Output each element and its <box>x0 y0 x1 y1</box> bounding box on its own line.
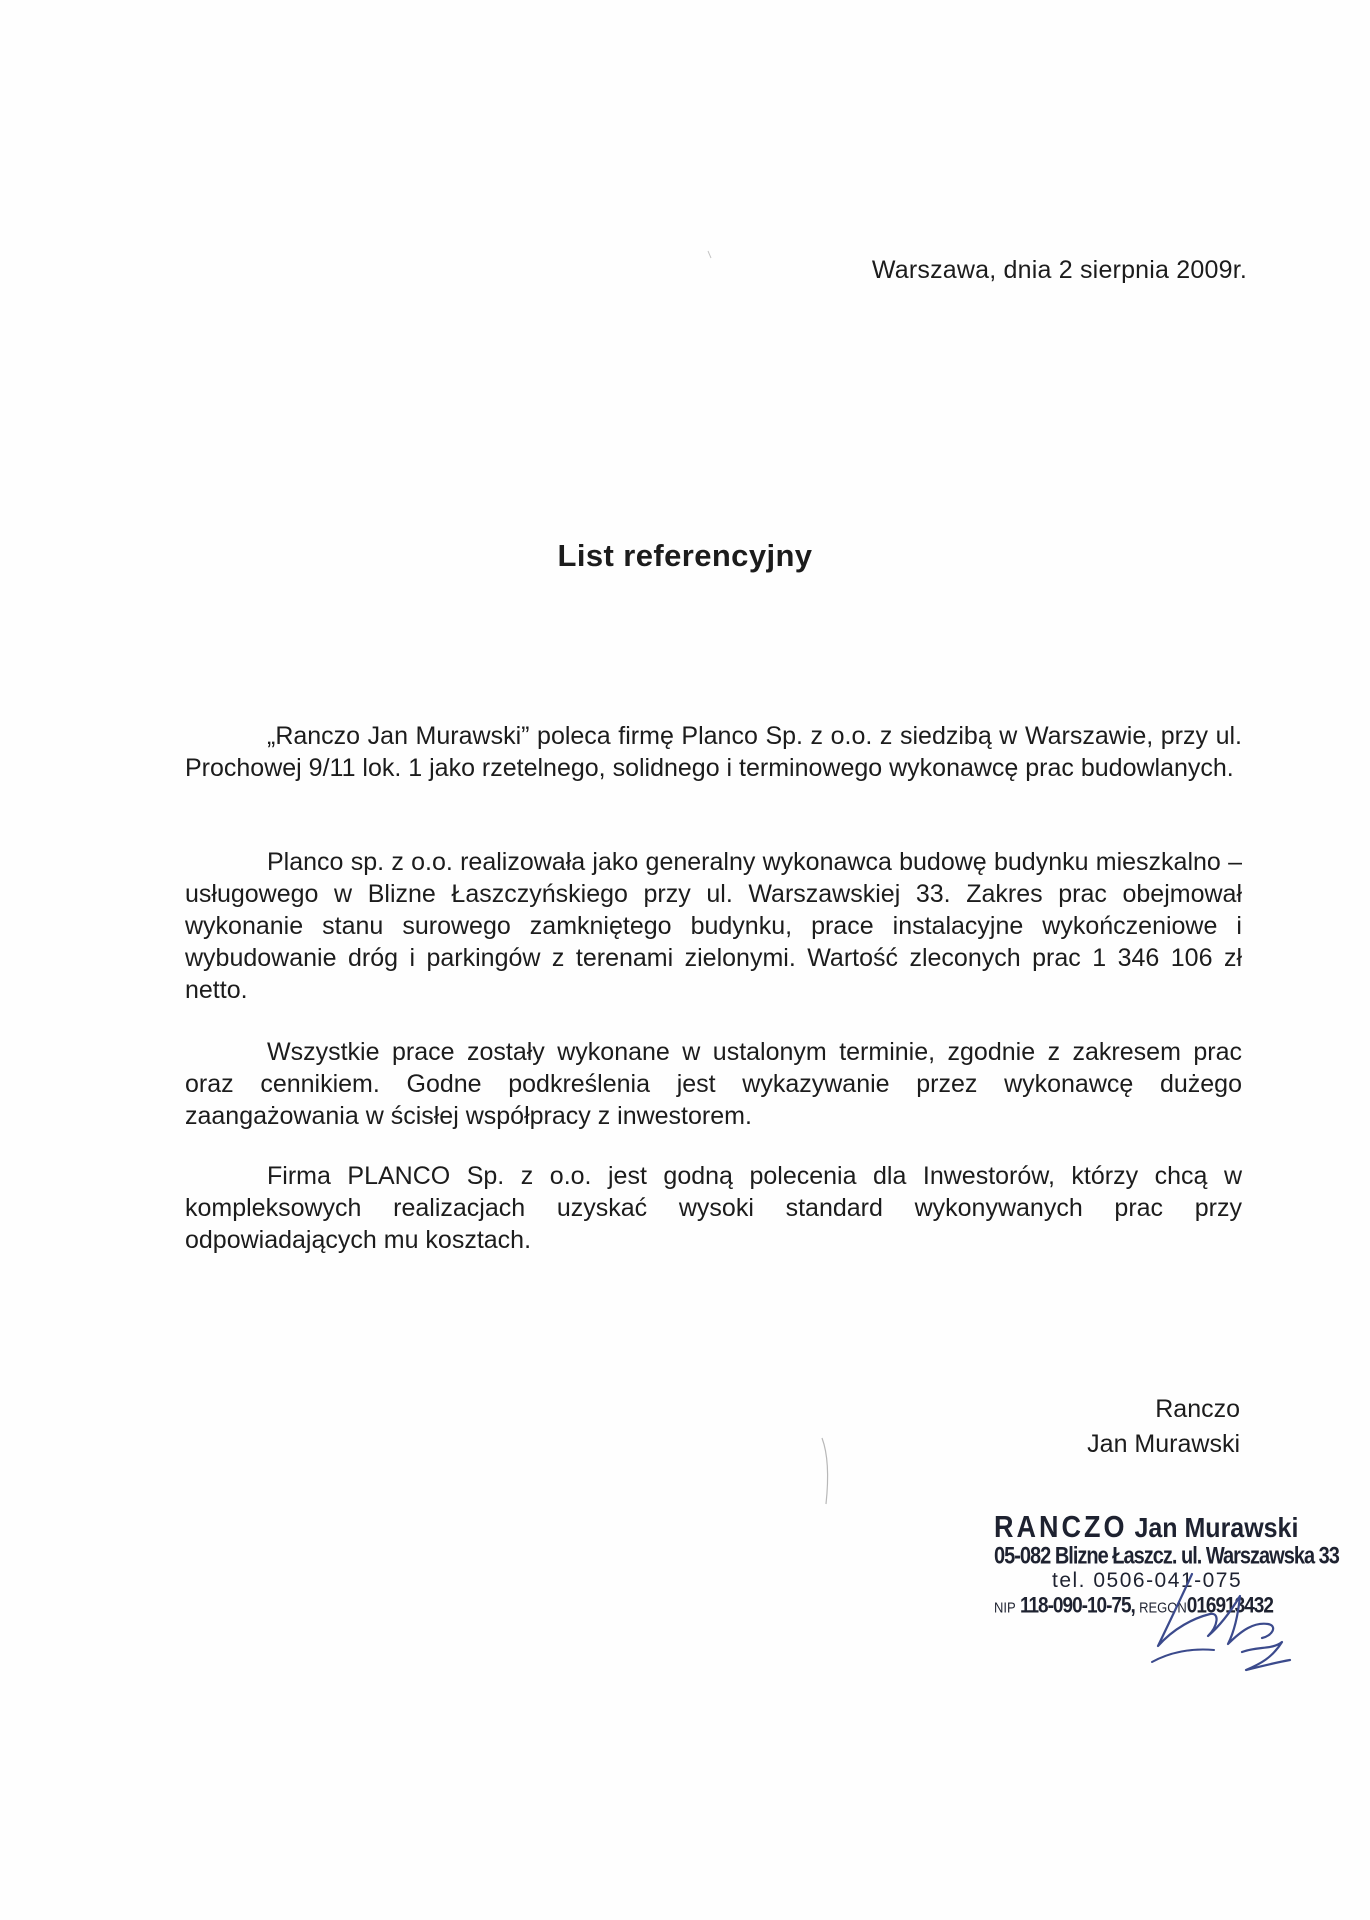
stamp-regon-value: 016913432 <box>1186 1594 1273 1619</box>
stamp-phone: tel. 0506-041-075 <box>1052 1569 1243 1592</box>
stamp-company-name <box>994 1510 1299 1545</box>
letter-title: List referencyjny <box>557 538 813 573</box>
stamp-nip-label: NIP <box>994 1598 1016 1616</box>
stamp-regon-label: REGON <box>1139 1598 1187 1616</box>
paragraph-text: Wszystkie prace zostały wykonane w ustalonym terminie, zgodnie z zakresem prac oraz cennikiem. Godne podkreślenia jest wykazywanie przez wykonawcę dużego zaangażowania w ścisłej współpracy z inwestorem. <box>185 1038 1242 1130</box>
letter-paragraph <box>185 1036 1242 1132</box>
signoff <box>1087 1392 1240 1462</box>
signoff-name: Jan Murawski <box>1087 1430 1240 1458</box>
paragraph-text: Firma PLANCO Sp. z o.o. jest godną polecenia dla Inwestorów, którzy chcą w kompleksowych realizacjach uzyskać wysoki standard wykonywanych prac przy odpowiadających mu kosztach. <box>185 1162 1242 1254</box>
paragraph-text: Planco sp. z o.o. realizowała jako generalny wykonawca budowę budynku mieszkalno – usługowego w Blizne Łaszczyńskiego przy ul. Warszawskiej 33. Zakres prac obejmował wykonanie stanu surowego zamkniętego budynku, prace instalacyjne wykończeniowe i wybudowanie dróg i parkingów z terenami zielonymi. Wartość zleconych prac 1 346 106 zł netto. <box>185 848 1242 1004</box>
stamp-address: 05-082 Blizne Łaszcz. ul. Warszawska 33 <box>994 1543 1339 1570</box>
scan-mark <box>820 1436 832 1506</box>
letter-paragraph <box>185 720 1242 784</box>
stamp-nip-value: 118-090-10-75, <box>1019 1594 1135 1619</box>
stamp-name-caps: RANCZO <box>994 1510 1128 1544</box>
letter-paragraph <box>185 846 1242 1006</box>
stamp-name-rest: Jan Murawski <box>1134 1512 1299 1544</box>
handwritten-signature <box>1122 1566 1302 1676</box>
scan-dot <box>707 250 713 260</box>
signoff-company: Ranczo <box>1155 1395 1240 1423</box>
letter-paragraph <box>185 1160 1242 1256</box>
place-and-date: Warszawa, dnia 2 sierpnia 2009r. <box>871 256 1247 284</box>
paragraph-text: „Ranczo Jan Murawski” poleca firmę Planco Sp. z o.o. z siedzibą w Warszawie, przy ul. Prochowej 9/11 lok. 1 jako rzetelnego, solidnego i terminowego wykonawcę prac budowlanych. <box>185 722 1242 782</box>
